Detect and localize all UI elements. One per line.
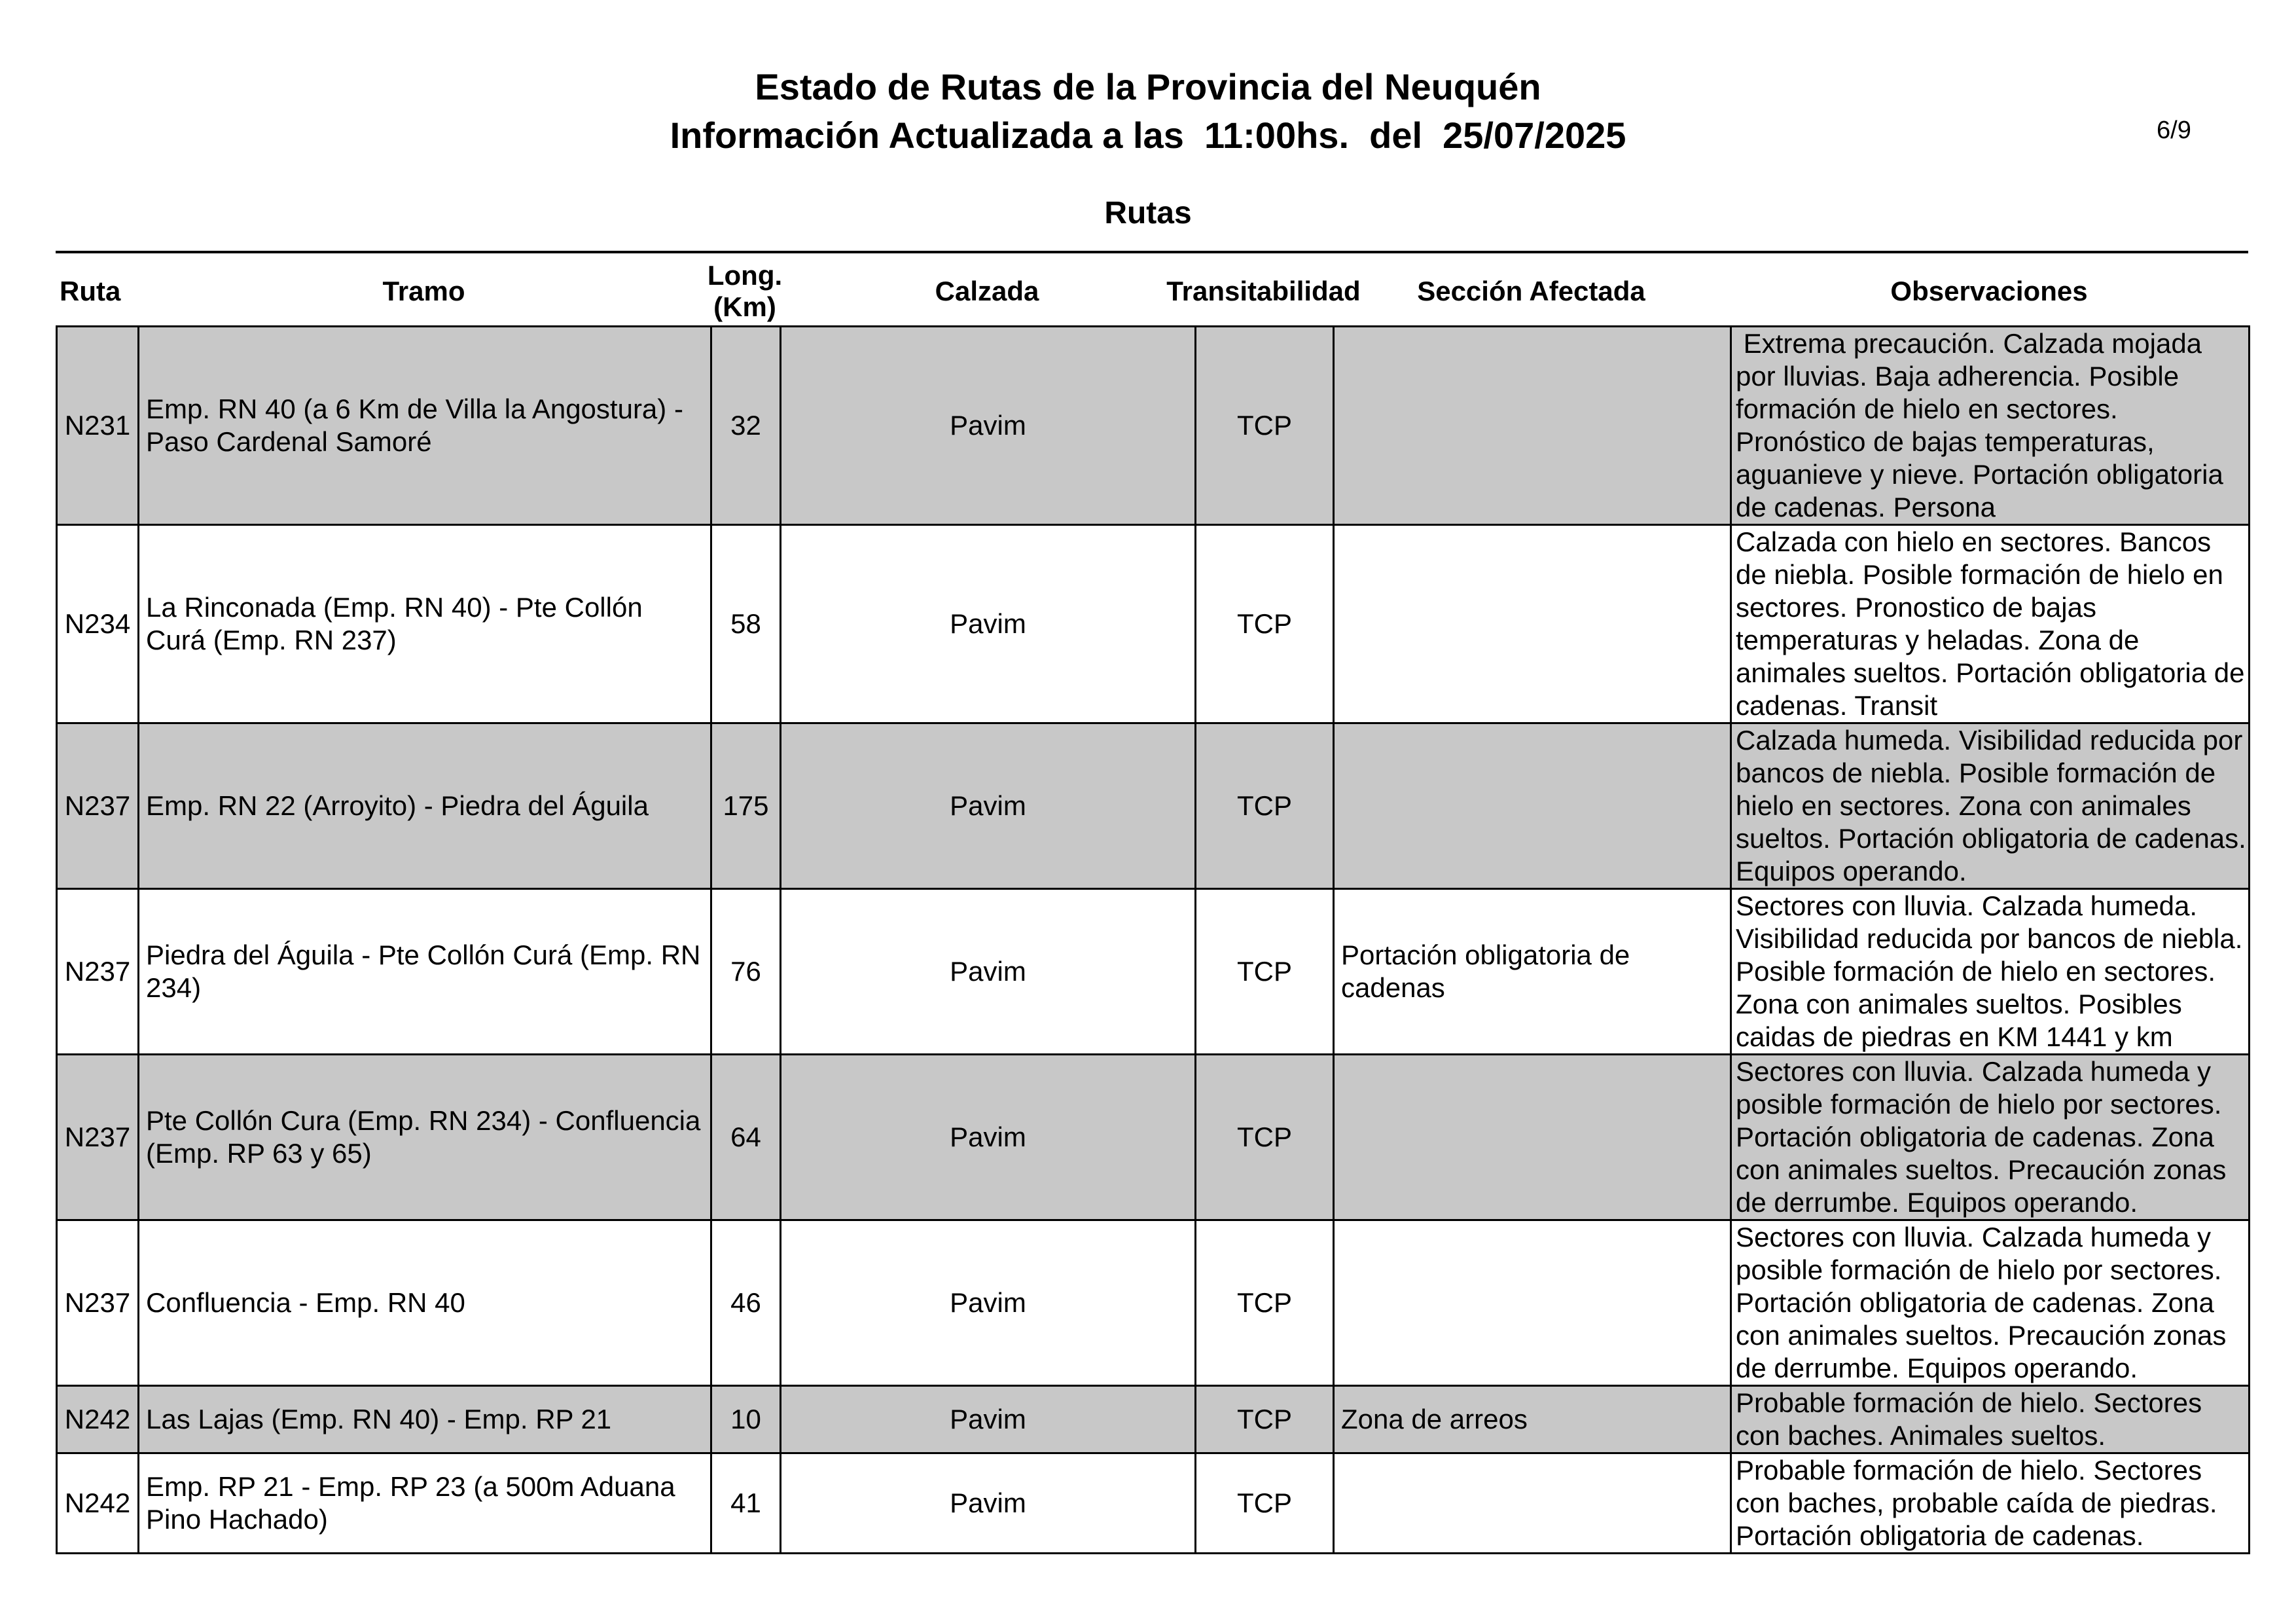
ruta-cell: N237 bbox=[57, 723, 139, 889]
column-header-long-line1: Long. bbox=[707, 260, 783, 291]
observaciones-cell: Sectores con lluvia. Calzada humeda y posible formación de hielo por sectores. Portación obligatoria de cadenas. Zona con animales sueltos. Precaución zonas de derrumbe. Equipos operando. bbox=[1731, 1055, 2250, 1220]
routes-table bbox=[56, 325, 2254, 1554]
transitabilidad-cell: TCP bbox=[1196, 889, 1334, 1055]
table-row bbox=[57, 327, 2250, 525]
column-header-long-km bbox=[707, 259, 783, 324]
transitabilidad-cell: TCP bbox=[1196, 327, 1334, 525]
ruta-cell: N231 bbox=[57, 327, 139, 525]
long-km-cell: 46 bbox=[711, 1220, 781, 1386]
seccion-afectada-cell bbox=[1334, 1453, 1731, 1554]
table-row bbox=[57, 1386, 2250, 1453]
calzada-cell: Pavim bbox=[781, 1220, 1196, 1386]
long-km-cell: 175 bbox=[711, 723, 781, 889]
tramo-cell: Las Lajas (Emp. RN 40) - Emp. RP 21 bbox=[139, 1386, 711, 1453]
column-header-long-line2: (Km) bbox=[713, 291, 776, 322]
tramo-cell: Emp. RN 40 (a 6 Km de Villa la Angostura) - Paso Cardenal Samoré bbox=[139, 327, 711, 525]
table-row bbox=[57, 1055, 2250, 1220]
column-header-tramo: Tramo bbox=[382, 276, 465, 306]
calzada-cell: Pavim bbox=[781, 327, 1196, 525]
observaciones-cell: Calzada con hielo en sectores. Bancos de niebla. Posible formación de hielo en sectores. Pronostico de bajas temperaturas y heladas. Zona de animales sueltos. Portación obligatoria de cadenas. Transit bbox=[1731, 525, 2250, 723]
ruta-cell: N237 bbox=[57, 1055, 139, 1220]
seccion-afectada-cell bbox=[1334, 1220, 1731, 1386]
tramo-cell: Emp. RN 22 (Arroyito) - Piedra del Águila bbox=[139, 723, 711, 889]
transitabilidad-cell: TCP bbox=[1196, 1220, 1334, 1386]
ruta-cell: N237 bbox=[57, 1220, 139, 1386]
ruta-cell: N242 bbox=[57, 1453, 139, 1554]
column-header-row bbox=[56, 259, 2248, 324]
seccion-afectada-cell bbox=[1334, 723, 1731, 889]
seccion-afectada-cell: Zona de arreos bbox=[1334, 1386, 1731, 1453]
tramo-cell: Pte Collón Cura (Emp. RN 234) - Confluencia (Emp. RP 63 y 65) bbox=[139, 1055, 711, 1220]
table-row bbox=[57, 723, 2250, 889]
long-km-cell: 32 bbox=[711, 327, 781, 525]
calzada-cell: Pavim bbox=[781, 723, 1196, 889]
long-km-cell: 41 bbox=[711, 1453, 781, 1554]
observaciones-cell: Extrema precaución. Calzada mojada por lluvias. Baja adherencia. Posible formación de hielo en sectores. Pronóstico de bajas temperaturas, aguanieve y nieve. Portación obligatoria de cadenas. Persona bbox=[1731, 327, 2250, 525]
column-header-observaciones: Observaciones bbox=[1890, 276, 2088, 306]
transitabilidad-cell: TCP bbox=[1196, 1055, 1334, 1220]
calzada-cell: Pavim bbox=[781, 525, 1196, 723]
transitabilidad-cell: TCP bbox=[1196, 1386, 1334, 1453]
ruta-cell: N234 bbox=[57, 525, 139, 723]
tramo-cell: La Rinconada (Emp. RN 40) - Pte Collón Curá (Emp. RN 237) bbox=[139, 525, 711, 723]
observaciones-cell: Sectores con lluvia. Calzada humeda y posible formación de hielo por sectores. Portación obligatoria de cadenas. Zona con animales sueltos. Precaución zonas de derrumbe. Equipos operando. bbox=[1731, 1220, 2250, 1386]
observaciones-cell: Calzada humeda. Visibilidad reducida por bancos de niebla. Posible formación de hielo en sectores. Zona con animales sueltos. Portación obligatoria de cadenas. Equipos operando. bbox=[1731, 723, 2250, 889]
observaciones-cell: Probable formación de hielo. Sectores con baches. Animales sueltos. bbox=[1731, 1386, 2250, 1453]
table-row bbox=[57, 889, 2250, 1055]
table-row bbox=[57, 525, 2250, 723]
observaciones-cell: Probable formación de hielo. Sectores con baches, probable caída de piedras. Portación obligatoria de cadenas. bbox=[1731, 1453, 2250, 1554]
calzada-cell: Pavim bbox=[781, 1055, 1196, 1220]
ruta-cell: N242 bbox=[57, 1386, 139, 1453]
calzada-cell: Pavim bbox=[781, 889, 1196, 1055]
page-title: Estado de Rutas de la Provincia del Neuquén bbox=[755, 66, 1541, 107]
tramo-cell: Confluencia - Emp. RN 40 bbox=[139, 1220, 711, 1386]
table-row bbox=[57, 1220, 2250, 1386]
long-km-cell: 58 bbox=[711, 525, 781, 723]
transitabilidad-cell: TCP bbox=[1196, 525, 1334, 723]
document-header bbox=[284, 63, 2012, 160]
column-header-ruta: Ruta bbox=[60, 276, 121, 306]
long-km-cell: 10 bbox=[711, 1386, 781, 1453]
observaciones-cell: Sectores con lluvia. Calzada humeda. Visibilidad reducida por bancos de niebla. Posible formación de hielo en sectores. Zona con animales sueltos. Posibles caidas de piedras en KM 1441 y km bbox=[1731, 889, 2250, 1055]
tramo-cell: Piedra del Águila - Pte Collón Curá (Emp. RN 234) bbox=[139, 889, 711, 1055]
header-rule bbox=[56, 251, 2248, 253]
transitabilidad-cell: TCP bbox=[1196, 723, 1334, 889]
tramo-cell: Emp. RP 21 - Emp. RP 23 (a 500m Aduana Pino Hachado) bbox=[139, 1453, 711, 1554]
transitabilidad-cell: TCP bbox=[1196, 1453, 1334, 1554]
calzada-cell: Pavim bbox=[781, 1453, 1196, 1554]
column-header-transitabilidad: Transitabilidad bbox=[1166, 276, 1361, 306]
seccion-afectada-cell bbox=[1334, 1055, 1731, 1220]
ruta-cell: N237 bbox=[57, 889, 139, 1055]
section-title: Rutas bbox=[1104, 196, 1192, 230]
calzada-cell: Pavim bbox=[781, 1386, 1196, 1453]
seccion-afectada-cell bbox=[1334, 525, 1731, 723]
column-header-calzada: Calzada bbox=[935, 276, 1039, 306]
column-header-seccion-afectada: Sección Afectada bbox=[1417, 276, 1645, 306]
seccion-afectada-cell bbox=[1334, 327, 1731, 525]
long-km-cell: 64 bbox=[711, 1055, 781, 1220]
long-km-cell: 76 bbox=[711, 889, 781, 1055]
table-row bbox=[57, 1453, 2250, 1554]
seccion-afectada-cell: Portación obligatoria de cadenas bbox=[1334, 889, 1731, 1055]
page-subtitle: Información Actualizada a las 11:00hs. del 25/07/2025 bbox=[670, 115, 1626, 156]
page-number: 6/9 bbox=[2157, 117, 2191, 144]
